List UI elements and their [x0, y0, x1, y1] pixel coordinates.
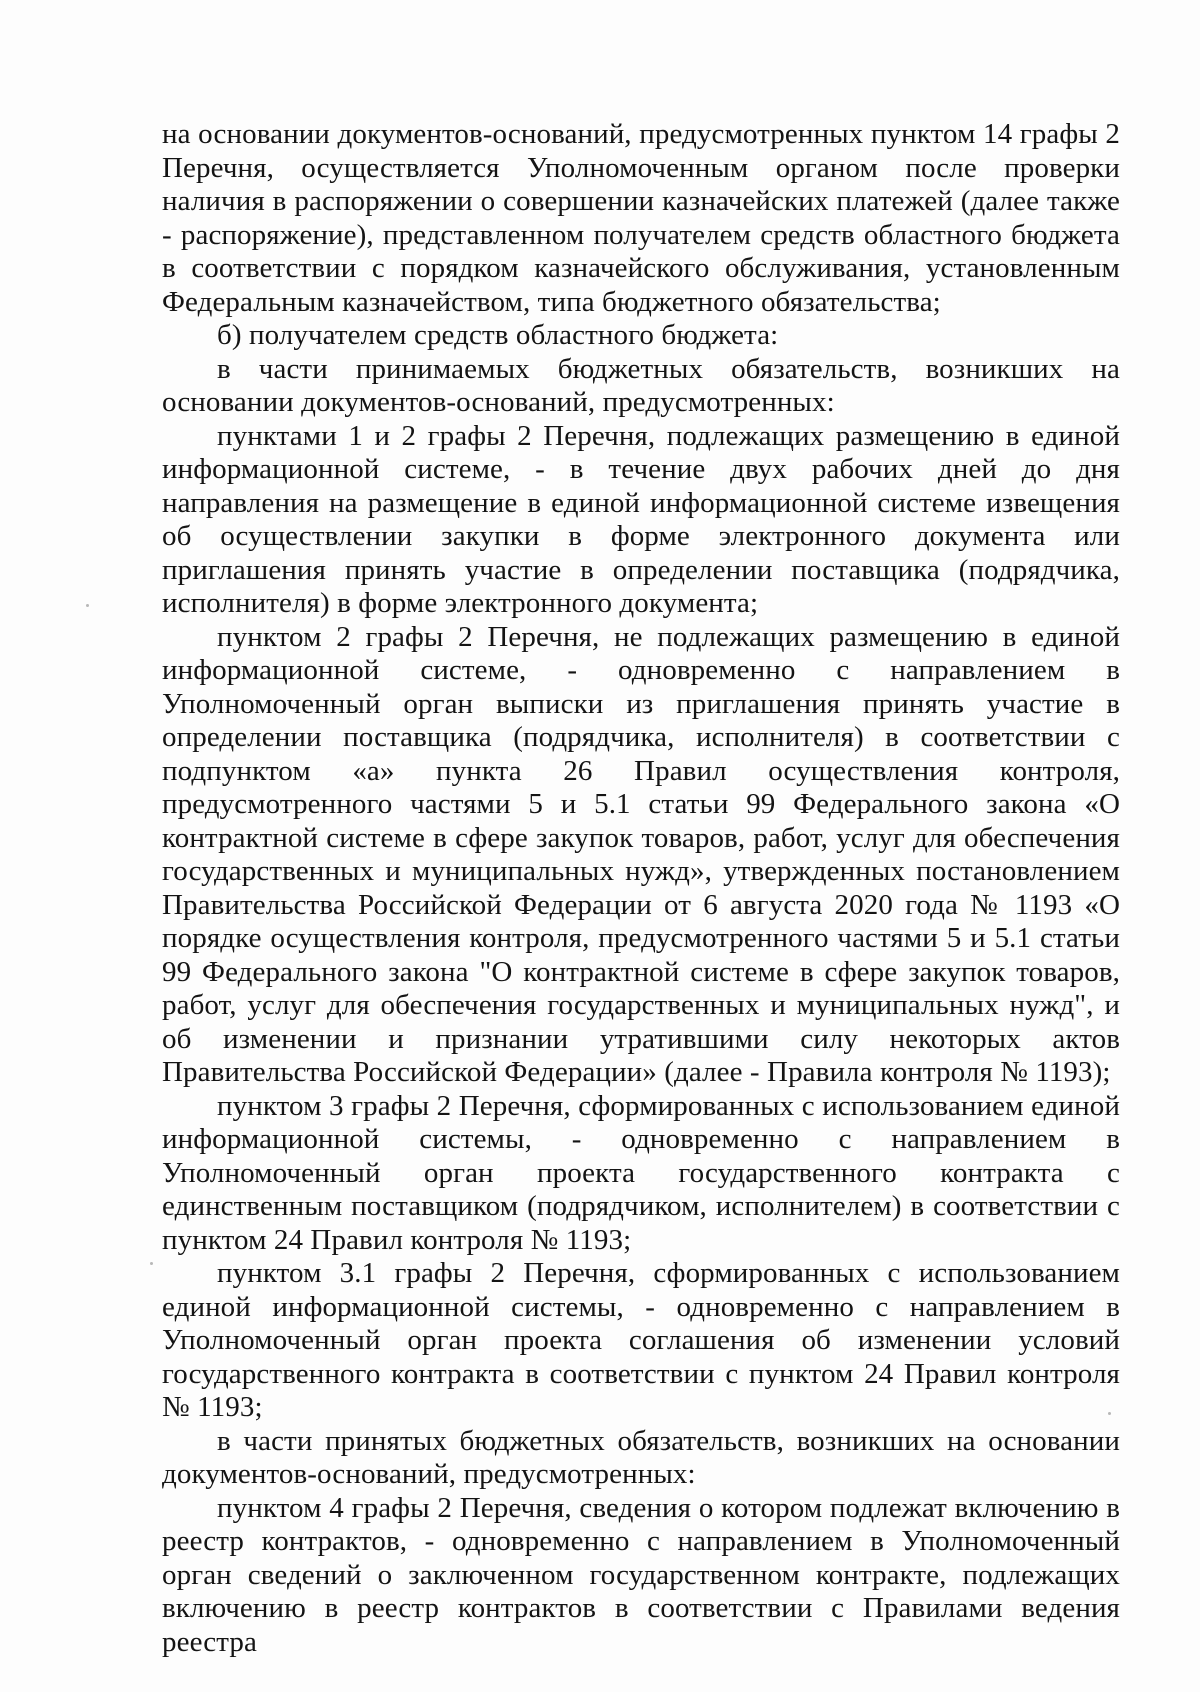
paragraph: пунктом 3 графы 2 Перечня, сформированных с использованием единой информационной системы, - одновременно с направлением в Уполномоченный орган проекта государственного контракта с единственным поставщиком (подрядчиком, исполнителем) в соответствии с пунктом 24 Правил контроля № 1193;: [162, 1089, 1120, 1256]
scan-speck: [150, 1262, 153, 1265]
paragraph: на основании документов-оснований, предусмотренных пунктом 14 графы 2 Перечня, осуществляется Уполномоченным органом после проверки наличия в распоряжении о совершении казначейских платежей (далее также - распоряжение), представленном получателем средств областного бюджета в соответствии с порядком казначейского обслуживания, установленным Федеральным казначейством, типа бюджетного обязательства;: [162, 118, 1120, 318]
document-body: [162, 118, 1120, 1659]
paragraph: пунктом 3.1 графы 2 Перечня, сформированных с использованием единой информационной системы, - одновременно с направлением в Уполномоченный орган проекта соглашения об изменении условий государственного контракта в соответствии с пунктом 24 Правил контроля № 1193;: [162, 1257, 1120, 1423]
paragraph: пунктом 4 графы 2 Перечня, сведения о котором подлежат включению в реестр контрактов, - одновременно с направлением в Уполномоченный орган сведений о заключенном государственном контракте, подлежащих включению в реестр контрактов в соответствии с Правилами ведения реестра: [162, 1491, 1120, 1658]
paragraph: в части принятых бюджетных обязательств, возникших на основании документов-оснований, предусмотренных:: [162, 1424, 1120, 1490]
paragraph: пунктом 2 графы 2 Перечня, не подлежащих размещению в единой информационной системе, - одновременно с направлением в Уполномоченный орган выписки из приглашения принять участие в определении поставщика (подрядчика, исполнителя) в соответствии с подпунктом «а» пункта 26 Правил осуществления контроля, предусмотренного частями 5 и 5.1 статьи 99 Федерального закона «О контрактной системе в сфере закупок товаров, работ, услуг для обеспечения государственных и муниципальных нужд», утвержденных постановлением Правительства Российской Федерации от 6 августа 2020 года № 1193 «О порядке осуществления контроля, предусмотренного частями 5 и 5.1 статьи 99 Федерального закона "О контрактной системе в сфере закупок товаров, работ, услуг для обеспечения государственных и муниципальных нужд", и об изменении и признании утратившими силу некоторых актов Правительства Российской Федерации» (далее - Правила контроля № 1193);: [162, 620, 1120, 1088]
paragraph: в части принимаемых бюджетных обязательств, возникших на основании документов-оснований, предусмотренных:: [162, 352, 1120, 418]
paragraph: б) получателем средств областного бюджета:: [217, 319, 779, 351]
paragraph: пунктами 1 и 2 графы 2 Перечня, подлежащих размещению в единой информационной системе, - в течение двух рабочих дней до дня направления на размещение в единой информационной системе извещения об осуществлении закупки в форме электронного документа или приглашения принять участие в определении поставщика (подрядчика, исполнителя) в форме электронного документа;: [162, 419, 1120, 619]
scan-speck: [86, 604, 89, 607]
